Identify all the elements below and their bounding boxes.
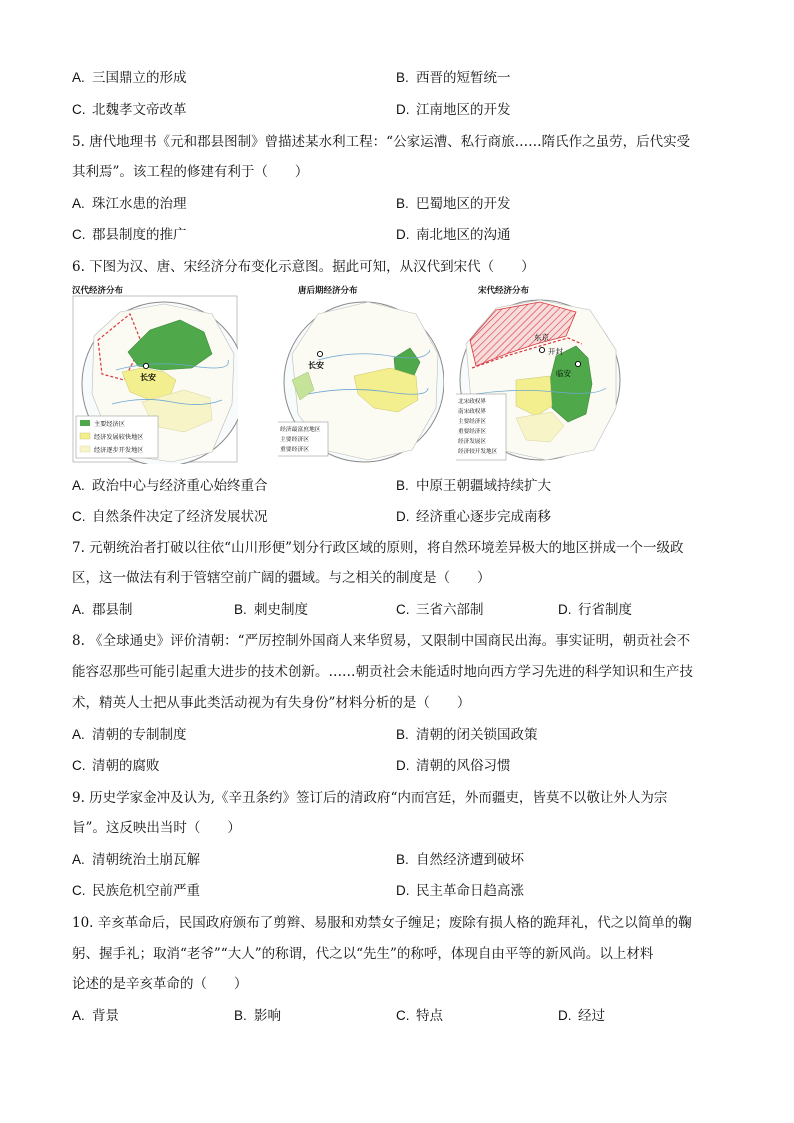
tang-legend-3: 重要经济区 xyxy=(280,447,309,453)
song-city-dongjing: 东京 xyxy=(534,333,549,342)
q10-option-b xyxy=(234,1004,281,1024)
song-map-graphic xyxy=(456,284,622,464)
option-text: 政治中心与经济重心始终重合 xyxy=(92,478,268,494)
q6-option-a xyxy=(72,474,268,494)
q10-stem-line-1: 10. 辛亥革命后，民国政府颁布了剪辫、易服和劝禁女子缠足；废除有损人格的跪拜礼，代之以简单的鞠 xyxy=(72,915,692,931)
q9-option-c xyxy=(72,879,200,899)
option-text: 西晋的短暂统一 xyxy=(416,70,511,86)
option-text: 中原王朝疆域持续扩大 xyxy=(416,478,551,494)
option-text: 自然经济遭到破坏 xyxy=(416,852,524,868)
option-text: 郡县制度的推广 xyxy=(92,227,187,243)
option-text: 巴蜀地区的开发 xyxy=(416,196,511,212)
q9-option-a xyxy=(72,848,200,868)
option-label: A. xyxy=(72,852,85,867)
q10-option-d xyxy=(558,1004,605,1024)
option-label: C. xyxy=(72,102,86,117)
song-legend-4: 重要经济区 xyxy=(458,429,486,435)
option-label: B. xyxy=(234,602,247,617)
q8-stem-line-2: 能容忍那些可能引起重大进步的技术创新。……朝贡社会未能适时地向西方学习先进的科学知识和生产技 xyxy=(72,664,693,680)
option-label: B. xyxy=(396,852,409,867)
option-text: 自然条件决定了经济发展状况 xyxy=(92,509,268,525)
han-map-graphic xyxy=(72,284,238,464)
q5-option-c xyxy=(72,223,187,243)
q7-stem-line-2: 区，这一做法有利于管辖空前广阔的疆域。与之相关的制度是（ ） xyxy=(72,570,491,586)
q9-stem-line-1: 9. 历史学家金冲及认为,《辛丑条约》签订后的清政府“内而宫廷，外而疆吏，皆莫不以敬让外人为宗 xyxy=(72,790,668,806)
q6-option-c xyxy=(72,505,268,525)
q4-option-c xyxy=(72,98,187,118)
q9-option-b xyxy=(396,848,524,868)
han-legend-2: 经济发展较快地区 xyxy=(94,434,144,441)
q4-option-b xyxy=(396,66,511,86)
q9-option-d xyxy=(396,879,524,899)
q10-stem-line-3: 论述的是辛亥革命的（ ） xyxy=(72,976,248,992)
q5-option-d xyxy=(396,223,511,243)
q7-option-c xyxy=(396,598,484,618)
option-label: C. xyxy=(72,758,86,773)
option-text: 北魏孝文帝改革 xyxy=(92,102,187,118)
option-label: D. xyxy=(396,102,410,117)
option-text: 特点 xyxy=(416,1008,443,1024)
option-text: 南北地区的沟通 xyxy=(416,227,511,243)
option-label: D. xyxy=(396,758,410,773)
q5-stem-line-1: 5. 唐代地理书《元和郡县图制》曾描述某水利工程：“公家运漕、私行商旅……隋氏作之虽劳，后代实受 xyxy=(72,134,691,150)
option-label: C. xyxy=(396,602,410,617)
option-text: 影响 xyxy=(254,1008,281,1024)
q8-option-c xyxy=(72,754,160,774)
option-label: C. xyxy=(72,883,86,898)
han-map xyxy=(72,284,238,464)
song-legend-1: 北宋政权界 xyxy=(458,399,486,405)
option-label: A. xyxy=(72,727,85,742)
option-text: 清朝统治土崩瓦解 xyxy=(92,852,200,868)
option-label: C. xyxy=(72,227,86,242)
option-text: 刺史制度 xyxy=(254,602,308,618)
option-text: 清朝的专制制度 xyxy=(92,727,187,743)
economic-distribution-maps xyxy=(72,284,571,464)
song-map-title: 宋代经济分布 xyxy=(478,286,530,296)
option-text: 珠江水患的治理 xyxy=(92,196,187,212)
song-legend-5: 经济发展区 xyxy=(458,439,486,445)
option-label: B. xyxy=(396,196,409,211)
option-label: B. xyxy=(396,727,409,742)
q5-stem-line-2: 其利焉”。该工程的修建有利于（ ） xyxy=(72,164,309,180)
option-label: C. xyxy=(72,509,86,524)
q6-option-d xyxy=(396,505,551,525)
song-legend-6: 经济较开发地区 xyxy=(458,449,498,455)
option-text: 三省六部制 xyxy=(416,602,484,618)
q10-stem-line-2: 躬、握手礼；取消“老爷”“大人”的称谓，代之以“先生”的称呼，体现自由平等的新风尚。以上材料 xyxy=(72,946,654,962)
q4-option-a xyxy=(72,66,187,86)
q7-option-a xyxy=(72,598,133,618)
option-label: D. xyxy=(396,227,410,242)
q8-option-d xyxy=(396,754,511,774)
option-label: D. xyxy=(396,509,410,524)
q5-option-a xyxy=(72,192,187,212)
q9-stem-line-2: 旨”。这反映出当时（ ） xyxy=(72,820,241,836)
tang-map-title: 唐后期经济分布 xyxy=(298,286,358,296)
option-label: A. xyxy=(72,478,85,493)
option-text: 背景 xyxy=(92,1008,119,1024)
option-label: A. xyxy=(72,196,85,211)
song-legend-3: 主要经济区 xyxy=(458,419,486,425)
option-label: B. xyxy=(396,478,409,493)
option-text: 郡县制 xyxy=(92,602,133,618)
q7-stem-line-1: 7. 元朝统治者打破以往依“山川形便”划分行政区域的原则，将自然环境差异极大的地区拼成一个一级政 xyxy=(72,540,684,556)
option-text: 清朝的风俗习惯 xyxy=(416,758,511,774)
q8-stem-line-3: 术，精英人士把从事此类活动视为有失身份”材料分析的是（ ） xyxy=(72,695,471,711)
q6-stem-line-1: 6. 下图为汉、唐、宋经济分布变化示意图。据此可知，从汉代到宋代（ ） xyxy=(72,259,535,275)
option-text: 民主革命日趋高涨 xyxy=(416,883,524,899)
tang-legend-2: 主要经济区 xyxy=(280,437,309,443)
option-text: 经过 xyxy=(578,1008,605,1024)
option-label: A. xyxy=(72,70,85,85)
option-text: 清朝的腐败 xyxy=(92,758,160,774)
tang-legend-1: 经济最富庶地区 xyxy=(280,427,321,433)
song-city-linan: 临安 xyxy=(556,369,571,378)
han-map-title: 汉代经济分布 xyxy=(72,286,124,296)
option-label: D. xyxy=(558,1008,572,1023)
q8-option-a xyxy=(72,723,187,743)
han-legend-1: 主要经济区 xyxy=(94,421,125,428)
q7-option-d xyxy=(558,598,632,618)
q10-option-a xyxy=(72,1004,119,1024)
tang-city-label: 长安 xyxy=(308,361,324,370)
option-label: C. xyxy=(396,1008,410,1023)
q7-option-b xyxy=(234,598,308,618)
q10-option-c xyxy=(396,1004,443,1024)
tang-map xyxy=(278,284,444,464)
option-text: 经济重心逐步完成南移 xyxy=(416,509,551,525)
option-label: A. xyxy=(72,602,85,617)
tang-map-graphic xyxy=(278,284,444,464)
q5-option-b xyxy=(396,192,511,212)
option-label: B. xyxy=(396,70,409,85)
song-map xyxy=(456,284,622,464)
q6-option-b xyxy=(396,474,551,494)
option-label: B. xyxy=(234,1008,247,1023)
han-city-label: 长安 xyxy=(140,373,156,382)
option-label: D. xyxy=(558,602,572,617)
q8-option-b xyxy=(396,723,538,743)
option-label: D. xyxy=(396,883,410,898)
song-city-kaifeng: 开封 xyxy=(548,347,563,356)
han-legend-3: 经济逐步开发地区 xyxy=(94,447,144,454)
option-text: 江南地区的开发 xyxy=(416,102,511,118)
option-label: A. xyxy=(72,1008,85,1023)
option-text: 民族危机空前严重 xyxy=(92,883,200,899)
option-text: 清朝的闭关锁国政策 xyxy=(416,727,538,743)
option-text: 行省制度 xyxy=(578,602,632,618)
q4-option-d xyxy=(396,98,511,118)
option-text: 三国鼎立的形成 xyxy=(92,70,187,86)
song-legend-2: 南宋政权界 xyxy=(458,409,486,415)
q8-stem-line-1: 8. 《全球通史》评价清朝：“严厉控制外国商人来华贸易，又限制中国商民出海。事实证明，朝贡社会不 xyxy=(72,633,691,649)
